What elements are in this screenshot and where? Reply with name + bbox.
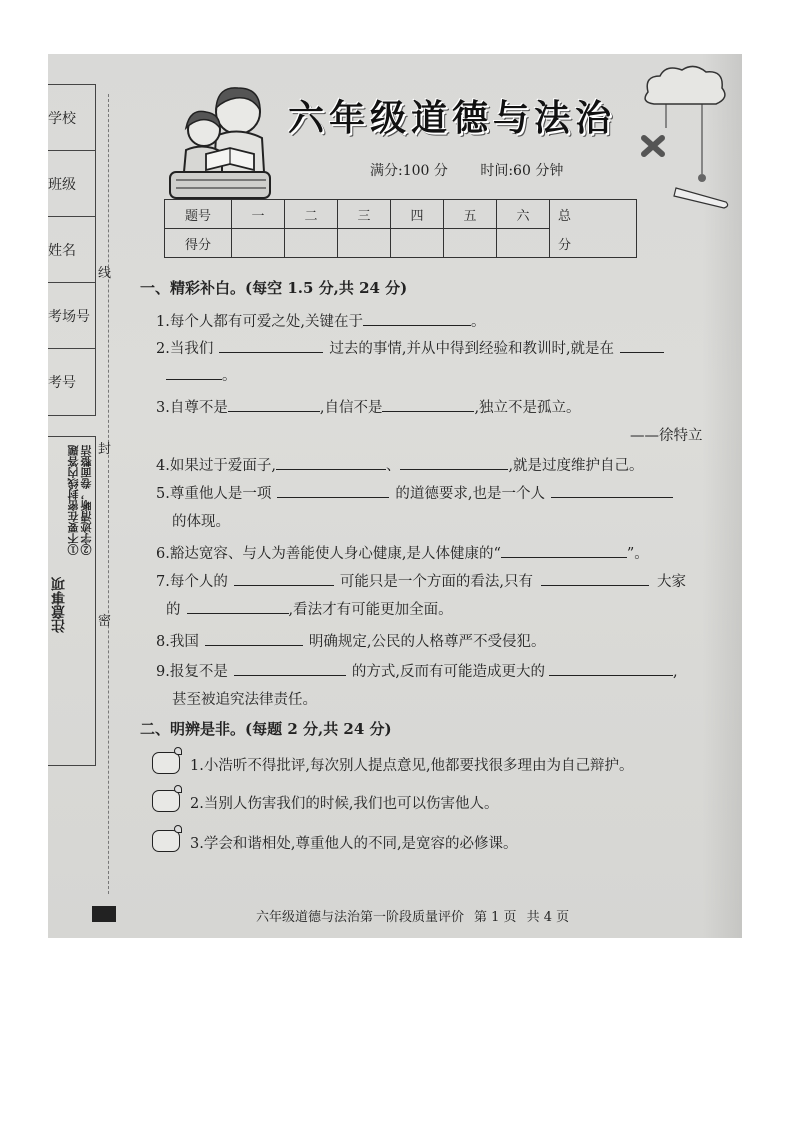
q4-blank-1[interactable] [276,455,386,470]
score-header-label: 题号 [165,200,232,229]
question-2 [156,337,664,358]
q4-text-c: ,就是过度维护自己。 [508,458,644,474]
q4-text-b: 、 [385,458,401,474]
q2-blank-1[interactable] [219,338,323,353]
footer-page: 第 1 页 [474,910,517,925]
score-total-bottom: 分 [558,237,572,253]
question-1 [156,310,485,331]
q7-text-b: 可能只是一个方面的看法,只有 [339,574,533,590]
score-col-5: 五 [444,200,497,229]
score-cell [497,229,550,258]
q1-blank[interactable] [363,311,471,326]
judge-item-1: 1.小浩听不得批评,每次别人提点意见,他都要找很多理由为自己辩护。 [190,758,634,774]
score-cell [444,229,497,258]
q7-text-c: 大家 [656,574,686,590]
score-cell [338,229,391,258]
q7-blank-1[interactable] [234,571,334,586]
q3-text-b: ,自信不是 [319,400,383,416]
question-3 [156,396,581,417]
score-cell [285,229,338,258]
cloud-decoration [636,62,732,212]
q3-text-c: ,独立不是孤立。 [474,400,581,416]
notice-line2: ②字迹清晰，卷面整洁 [80,445,93,555]
q2-text-b: 过去的事情,并从中得到经验和教训时,就是在 [329,341,615,357]
question-9-cont: 甚至被追究法律责任。 [172,692,317,708]
q5-text-a: 5.尊重他人是一项 [156,486,272,502]
info-number [48,349,95,415]
info-class [48,151,95,217]
score-total-cell [550,200,637,258]
info-label: 考号 [48,375,76,391]
info-label: 姓名 [48,242,76,259]
q9-blank-1[interactable] [234,661,346,676]
q2-blank-2[interactable] [620,338,664,353]
footer-text: 六年级道德与法治第一阶段质量评价 [256,910,465,925]
q6-blank[interactable] [501,543,627,558]
question-8 [156,630,545,651]
q9-text-c: , [672,664,678,680]
info-label: 考场号 [48,308,90,325]
corner-marker [92,906,116,922]
q2-blank-2-cont[interactable] [166,365,222,380]
student-info-box [48,84,96,416]
q7-blank-3[interactable] [187,599,289,614]
notice-title: 注意事项 [51,577,67,633]
question-2-cont [166,364,237,385]
judge-item-3: 3.学会和谐相处,尊重他人的不同,是宽容的必修课。 [190,836,518,852]
question-7 [156,570,686,591]
section1-title: 一、精彩补白。(每空 1.5 分,共 24 分) [140,279,408,297]
q7-blank-2[interactable] [541,571,649,586]
score-table [164,199,637,258]
q3-quote: ——徐特立 [630,428,703,444]
q9-blank-2[interactable] [549,661,673,676]
section2-title: 二、明辨是非。(每题 2 分,共 24 分) [140,720,392,738]
score-row-label: 得分 [165,229,232,258]
seal-mark-secret: 密 [98,614,112,629]
judge-box-1[interactable] [152,752,180,774]
q4-blank-2[interactable] [400,455,508,470]
score-cell [232,229,285,258]
q5-text-b: 的道德要求,也是一个人 [395,486,545,502]
q9-text-b: 的方式,反而有可能造成更大的 [351,664,545,680]
q7-text-d: 的 [166,602,181,618]
judge-box-3[interactable] [152,830,180,852]
notice-line1: ①不要在密封线内答题 [67,445,80,555]
info-label: 班级 [48,176,76,193]
q5-blank-1[interactable] [277,483,389,498]
q3-text-a: 3.自尊不是 [156,400,228,416]
score-cell [391,229,444,258]
score-col-6: 六 [497,200,550,229]
q1-text-b: 。 [470,314,486,330]
seal-mark-seal: 封 [98,442,112,457]
q8-blank[interactable] [205,631,303,646]
info-room [48,283,95,349]
q8-text-b: 明确规定,公民的人格尊严不受侵犯。 [308,634,546,650]
q6-text-a: 6.豁达宽容、与人为善能使人身心健康,是人体健康的“ [156,546,501,562]
q2-text-c: 。 [222,368,237,384]
q8-text-a: 8.我国 [156,634,199,650]
page-title: 六年级道德与法治 [288,97,617,139]
question-5-cont: 的体现。 [172,514,230,530]
page-footer [256,906,569,925]
q7-text-e: ,看法才有可能更加全面。 [288,602,453,618]
seal-line [108,94,109,894]
score-col-1: 一 [232,200,285,229]
q7-text-a: 7.每个人的 [156,574,228,590]
notice-box [48,436,96,766]
q9-text-a: 9.报复不是 [156,664,228,680]
info-label: 学校 [48,110,76,127]
full-score: 满分:100 分 [370,163,448,179]
question-6 [156,542,649,563]
exam-paper [48,54,742,938]
q3-blank-2[interactable] [382,397,474,412]
footer-total: 共 4 页 [526,910,570,925]
exam-meta [370,160,591,180]
info-name [48,217,95,283]
score-col-2: 二 [285,200,338,229]
question-7-cont [166,598,453,619]
judge-box-2[interactable] [152,790,180,812]
seal-mark-line: 线 [98,266,112,281]
judge-item-2: 2.当别人伤害我们的时候,我们也可以伤害他人。 [190,796,499,812]
score-col-3: 三 [338,200,391,229]
question-4 [156,454,644,475]
q4-text-a: 4.如果过于爱面子, [156,458,276,474]
q1-text-a: 1.每个人都有可爱之处,关键在于 [156,314,363,330]
info-school [48,85,95,151]
question-5 [156,482,673,503]
reading-kids-illustration [166,76,276,202]
score-col-4: 四 [391,200,444,229]
q5-blank-2[interactable] [551,483,673,498]
score-total-top: 总 [558,208,572,224]
exam-time: 时间:60 分钟 [480,163,564,179]
q2-text-a: 2.当我们 [156,341,214,357]
q3-blank-1[interactable] [228,397,320,412]
question-9 [156,660,678,681]
q6-text-b: ”。 [626,546,649,562]
